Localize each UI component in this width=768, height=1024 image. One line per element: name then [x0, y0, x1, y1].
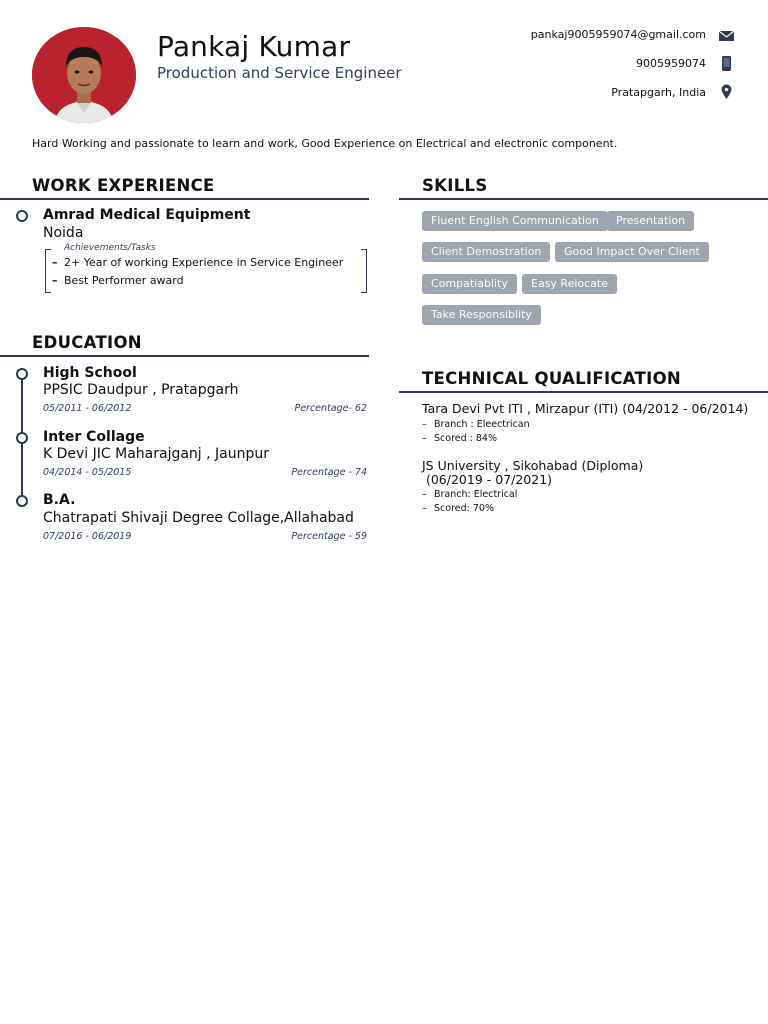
qualification-dates: (06/2019 - 07/2021): [422, 472, 553, 487]
email-text[interactable]: pankaj9005959074@gmail.com: [530, 28, 706, 41]
education-dates: 07/2016 - 06/2019: [43, 531, 132, 542]
education-school: Chatrapati Shivaji Degree Collage,Allahabad: [43, 510, 354, 526]
education-school: PPSIC Daudpur , Pratapgarh: [43, 382, 239, 398]
qualification-title: JS University , Sikohabad (Diploma): [422, 458, 644, 473]
work-divider: [0, 198, 369, 200]
education-degree: High School: [43, 365, 137, 381]
education-degree: B.A.: [43, 492, 76, 508]
envelope-icon: [718, 28, 735, 42]
candidate-title: Production and Service Engineer: [157, 64, 402, 82]
achievements-label: Achievements/Tasks: [64, 243, 156, 253]
bracket-left: [45, 249, 51, 293]
qualification-title: Tara Devi Pvt ITI , Mirzapur (ITI) (04/2012 - 06/2014): [422, 401, 749, 416]
qualification-detail: – Scored: 70%: [422, 503, 494, 514]
qualification-detail: – Scored : 84%: [422, 433, 497, 444]
timeline-dot: [16, 210, 28, 222]
skill-tag: Good Impact Over Client: [555, 242, 709, 262]
skill-tag: Fluent English Communication: [422, 211, 608, 231]
location-pin-icon: [718, 84, 735, 98]
skill-tag: Presentation: [607, 211, 694, 231]
skill-tag: Client Demostration: [422, 242, 550, 262]
skill-tag: Compatiablity: [422, 274, 517, 294]
location-text: Pratapgarh, India: [611, 86, 706, 99]
phone-text[interactable]: 9005959074: [636, 57, 706, 70]
achievement-item: – 2+ Year of working Experience in Service Engineer: [52, 256, 343, 269]
education-dates: 04/2014 - 05/2015: [43, 467, 132, 478]
timeline-dot: [16, 495, 28, 507]
skills-divider: [399, 198, 768, 200]
qualification-detail: – Branch : Eleectrican: [422, 419, 530, 430]
education-percentage: Percentage - 74: [291, 467, 367, 478]
qualification-detail: – Branch: Electrical: [422, 489, 517, 500]
education-degree: Inter Collage: [43, 429, 145, 445]
work-organization: Amrad Medical Equipment: [43, 207, 251, 223]
summary-text: Hard Working and passionate to learn and work, Good Experience on Electrical and electronic component.: [32, 137, 618, 150]
education-school: K Devi JIC Maharajganj , Jaunpur: [43, 446, 270, 462]
timeline-dot: [16, 432, 28, 444]
mobile-phone-icon: [718, 56, 735, 70]
education-percentage: Percentage - 59: [291, 531, 367, 542]
education-divider: [0, 355, 369, 357]
education-dates: 05/2011 - 06/2012: [43, 403, 132, 414]
technical-qualification-heading: TECHNICAL QUALIFICATION: [422, 369, 682, 388]
skill-tag: Easy Relocate: [522, 274, 617, 294]
timeline-dot: [16, 368, 28, 380]
achievement-item: – Best Performer award: [52, 274, 184, 287]
profile-photo: [32, 27, 136, 123]
work-experience-heading: WORK EXPERIENCE: [32, 176, 215, 195]
education-percentage: Percentage- 62: [294, 403, 367, 414]
skills-heading: SKILLS: [422, 176, 488, 195]
candidate-name: Pankaj Kumar: [157, 30, 351, 63]
work-location: Noida: [43, 225, 84, 241]
education-heading: EDUCATION: [32, 333, 142, 352]
bracket-right: [361, 249, 367, 293]
skill-tag: Take Responsiblity: [422, 305, 541, 325]
technical-divider: [399, 391, 768, 393]
